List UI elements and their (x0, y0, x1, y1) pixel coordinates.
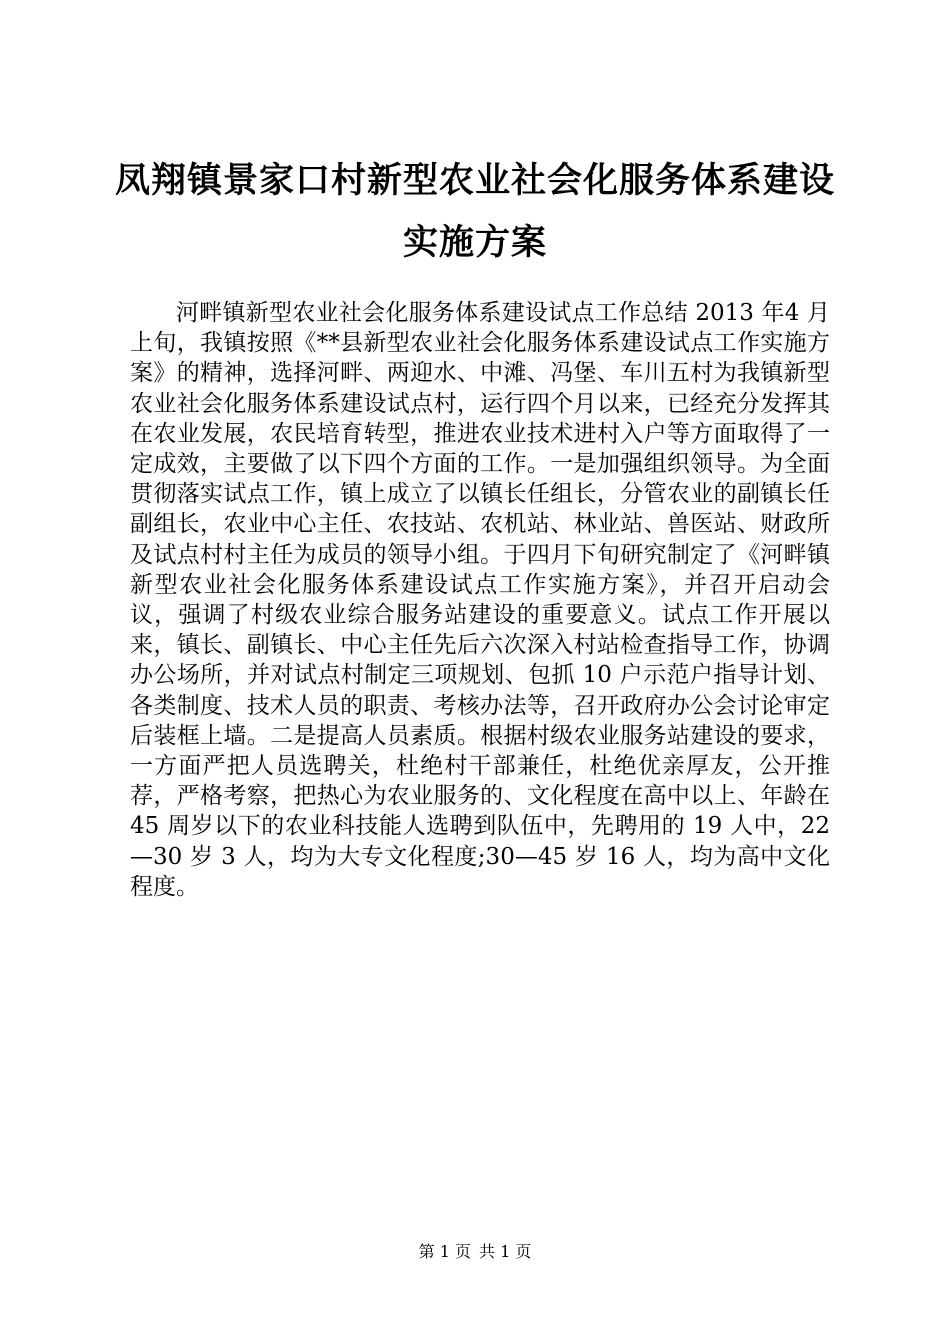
page-footer (0, 1242, 950, 1262)
body-paragraph: 河畔镇新型农业社会化服务体系建设试点工作总结 2013 年4 月上旬，我镇按照《**县新型农业社会化服务体系建设试点工作实施方案》的精神，选择河畔、两迎水、中滩、冯堡、车川五村为我镇新型农业社会化服务体系建设试点村，运行四个月以来，已经充分发挥其在农业发展，农民培育转型，推进农业技术进村入户等方面取得了一定成效，主要做了以下四个方面的工作。一是加强组织领导。为全面贯彻落实试点工作，镇上成立了以镇长任组长，分管农业的副镇长任副组长，农业中心主任、农技站、农机站、林业站、兽医站、财政所及试点村村主任为成员的领导小组。于四月下旬研究制定了《河畔镇新型农业社会化服务体系建设试点工作实施方案》，并召开启动会议，强调了村级农业综合服务站建设的重要意义。试点工作开展以来，镇长、副镇长、中心主任先后六次深入村站检查指导工作，协调办公场所，并对试点村制定三项规划、包抓 10 户示范户指导计划、各类制度、技术人员的职责、考核办法等，召开政府办公会讨论审定后装框上墙。二是提高人员素质。根据村级农业服务站建设的要求，一方面严把人员选聘关，杜绝村干部兼任，杜绝优亲厚友，公开推荐，严格考察，把热心为农业服务的、文化程度在高中以上、年龄在 45 周岁以下的农业科技能人选聘到队伍中，先聘用的 19 人中，22—30 岁 3 人，均为大专文化程度;30—45 岁 16 人，均为高中文化程度。 (130, 300, 830, 900)
title-line-2: 实施方案 (402, 222, 547, 263)
document-title (110, 150, 840, 274)
page-number: 第 1 页 (418, 1242, 471, 1261)
title-line-1: 凤翔镇景家口村新型农业社会化服务体系建设 (114, 160, 835, 201)
page-total: 共 1 页 (479, 1242, 532, 1261)
